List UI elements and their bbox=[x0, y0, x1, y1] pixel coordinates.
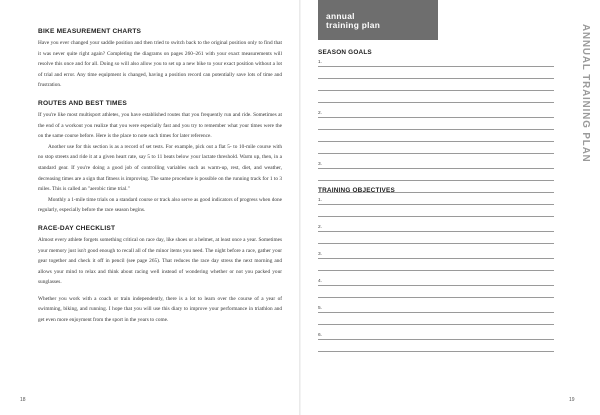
paragraph: Almost every athlete forgets something critical on race day, like shoes or a helmet, at least once a year. Sometimes your memory just isn't good enough to recall all of the minor items you need. The night before a race, gather your gear together and check it off in pencil (see page 265). That reduces the race day stress the next morning and allows your mind to relax and think about racing well instead of wondering whether or not you packed your sunglasses. bbox=[38, 236, 282, 286]
write-in-line[interactable] bbox=[318, 169, 554, 181]
write-in-line[interactable] bbox=[318, 298, 554, 313]
write-in-line[interactable] bbox=[318, 118, 554, 130]
write-in-line[interactable] bbox=[318, 79, 554, 91]
write-in-line[interactable] bbox=[318, 259, 554, 271]
line-number: 1. bbox=[318, 60, 323, 65]
section-routes bbox=[38, 100, 282, 216]
season-goals-heading: SEASON GOALS bbox=[318, 49, 372, 56]
line-number: 1. bbox=[318, 198, 323, 203]
paragraph: Whether you work with a coach or train independently, there is a lot to learn over the course of a year of swimming, biking, and running. I hope that you will use this diary to improve your performance in triathlon and get even more enjoyment from the sport in the years to come. bbox=[38, 295, 282, 324]
page-number-left: 18 bbox=[20, 397, 26, 403]
line-number: 2. bbox=[318, 225, 323, 230]
line-number: 3. bbox=[318, 252, 323, 257]
write-in-line[interactable] bbox=[318, 67, 554, 79]
line-number: 2. bbox=[318, 111, 323, 116]
section-race-day-checklist bbox=[38, 225, 282, 326]
line-number: 6. bbox=[318, 333, 323, 338]
season-goals-lines bbox=[318, 55, 554, 205]
side-title-text: ANNUAL TRAINING PLAN bbox=[580, 24, 591, 163]
line-number: 3. bbox=[318, 162, 323, 167]
paragraph: Monthly a 1-mile time trials on a standard course or track also serve as good indicators of progress when done regularly, especially before the race season begins. bbox=[38, 196, 282, 214]
banner-title bbox=[326, 12, 380, 30]
side-running-title bbox=[580, 24, 592, 204]
write-in-line[interactable] bbox=[318, 103, 554, 118]
paragraph: Have you ever changed your saddle position and then tried to switch back to the original position only to find that it was never quite right again? Completing the diagrams on pages 260–261 with your exact measurements will resolve this once and for all. Doing so will also allow you to set up a new bike to your exact position without a lot of trial and error. Any time equipment is changed, having a position record can potentially save lots of time and frustration. bbox=[38, 40, 282, 89]
write-in-line[interactable] bbox=[318, 340, 554, 352]
write-in-line[interactable] bbox=[318, 193, 554, 205]
write-in-line[interactable] bbox=[318, 142, 554, 154]
write-in-line[interactable] bbox=[318, 313, 554, 325]
write-in-line[interactable] bbox=[318, 205, 554, 217]
banner-title-line: annual bbox=[326, 11, 355, 21]
section-heading: BIKE MEASUREMENT CHARTS bbox=[38, 28, 142, 35]
write-in-line[interactable] bbox=[318, 271, 554, 286]
page-number-right: 19 bbox=[569, 397, 575, 403]
section-heading: RACE-DAY CHECKLIST bbox=[38, 224, 116, 232]
write-in-line[interactable] bbox=[318, 55, 554, 67]
page-gutter bbox=[299, 0, 301, 415]
paragraph: Another use for this section is as a record of set tests. For example, pick out a flat 5- to 10-mile course with no stop streets and ride it at a given heart rate, say 5 to 11 beats below your lactate threshold. Warm up, then, in a standard gear. If you're doing a good job of controlling variables such as warm-up, rest, diet, and weather, decreasing times are a sign that fitness is improving. The same procedure is possible on the running track for 1 to 3 miles. This is called an "aerobic time trial." bbox=[38, 143, 282, 193]
chapter-banner bbox=[318, 0, 438, 40]
section-heading: ROUTES AND BEST TIMES bbox=[38, 99, 127, 107]
write-in-line[interactable] bbox=[318, 91, 554, 103]
banner-title-line: training plan bbox=[326, 20, 381, 30]
write-in-line[interactable] bbox=[318, 217, 554, 232]
line-number: 5. bbox=[318, 306, 323, 311]
paragraph: If you're like most multisport athletes, you have established routes that you frequently run and ride. Sometimes at the end of a workout you realize that you were especially fast and you try to remember what your times were the on the same course before. Here is the place to note such times for later reference. bbox=[38, 111, 282, 140]
write-in-line[interactable] bbox=[318, 154, 554, 169]
line-number: 4. bbox=[318, 279, 323, 284]
training-objectives-lines bbox=[318, 193, 554, 352]
section-bike-measurement bbox=[38, 28, 282, 91]
write-in-line[interactable] bbox=[318, 232, 554, 244]
left-page-body bbox=[38, 28, 282, 326]
write-in-line[interactable] bbox=[318, 130, 554, 142]
write-in-line[interactable] bbox=[318, 286, 554, 298]
write-in-line[interactable] bbox=[318, 244, 554, 259]
write-in-line[interactable] bbox=[318, 325, 554, 340]
training-objectives-heading: TRAINING OBJECTIVES bbox=[318, 187, 395, 194]
